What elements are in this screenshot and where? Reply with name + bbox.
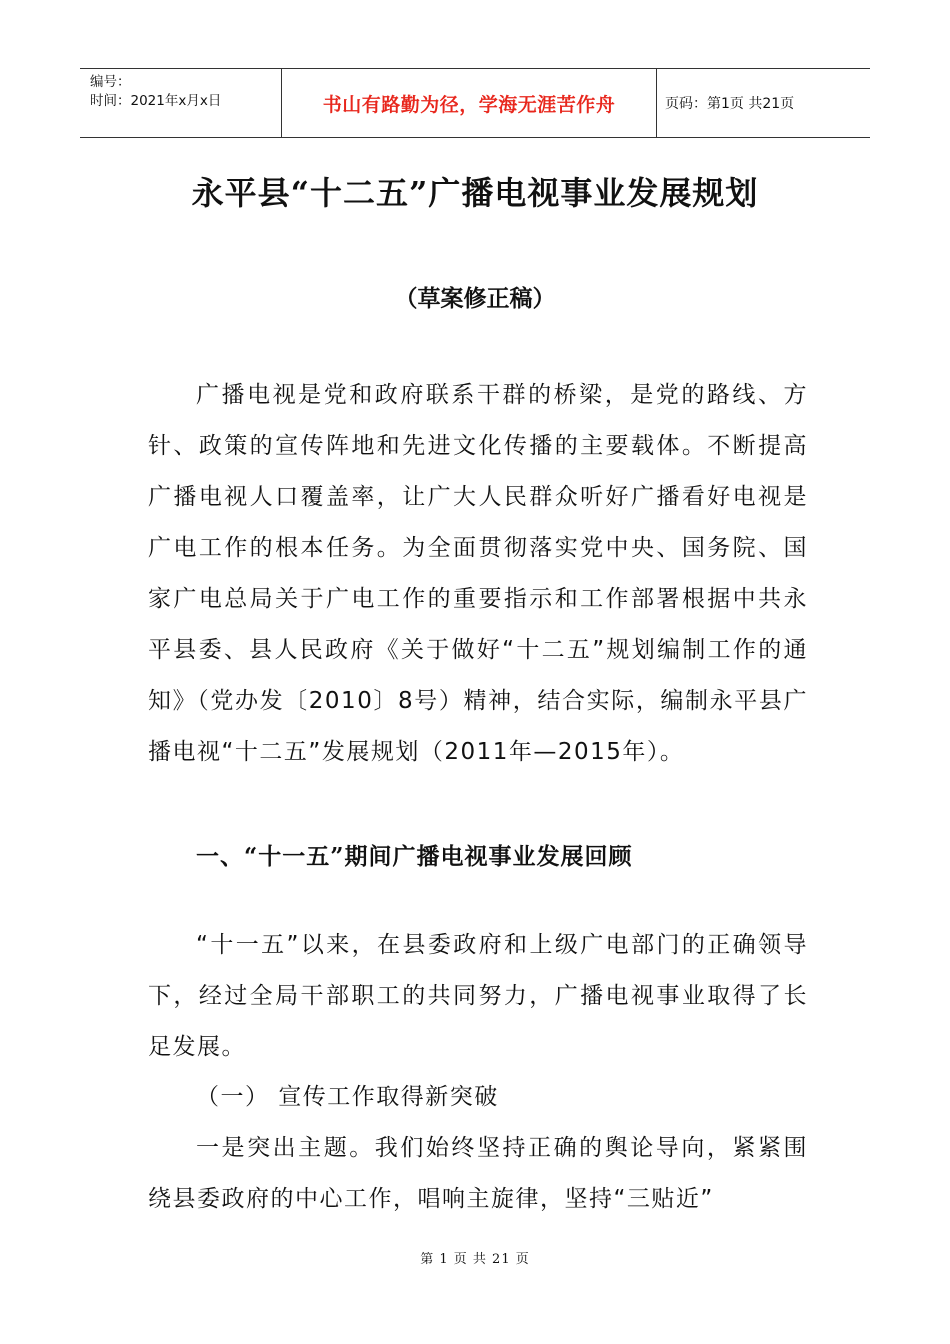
subsection-heading-1: （一） 宣传工作取得新突破 — [196, 1084, 499, 1110]
section-heading-1: 一、“十一五”期间广播电视事业发展回顾 — [196, 843, 633, 870]
document-subtitle: （草案修正稿） — [394, 285, 556, 312]
paragraph-point-1: 一是突出主题。我们始终坚持正确的舆论导向，紧紧围绕县委政府的中心工作，唱响主旋律，坚持“三贴近” — [148, 1135, 808, 1212]
time-label: 时间：2021年x月x日 — [90, 93, 222, 109]
paragraph-intro: 广播电视是党和政府联系干群的桥梁，是党的路线、方针、政策的宣传阵地和先进文化传播的主要载体。不断提高广播电视人口覆盖率，让广大人民群众听好广播看好电视是广电工作的根本任务。为全面贯彻落实党中央、国务院、国家广电总局关于广电工作的重要指示和工作部署根据中共永平县委、县人民政府《关于做好“十二五”规划编制工作的通知》（党办发〔2010〕8号）精神，结合实际，编制永平县广播电视“十二五”发展规划（2011年—2015年）。 — [148, 382, 808, 765]
page-header — [80, 68, 870, 138]
page-info: 页码：第1页 共21页 — [665, 96, 795, 112]
paragraph-review: “十一五”以来，在县委政府和上级广电部门的正确领导下，经过全局干部职工的共同努力，广播电视事业取得了长足发展。 — [148, 932, 808, 1060]
header-page-cell — [657, 69, 870, 137]
header-motto-cell — [282, 69, 657, 137]
page-footer: 第 1 页 共 21 页 — [420, 1252, 530, 1267]
document-title: 永平县“十二五”广播电视事业发展规划 — [191, 174, 759, 212]
code-label: 编号： — [90, 74, 131, 90]
motto-text: 书山有路勤为径，学海无涯苦作舟 — [322, 93, 616, 116]
header-meta-cell — [80, 69, 282, 137]
